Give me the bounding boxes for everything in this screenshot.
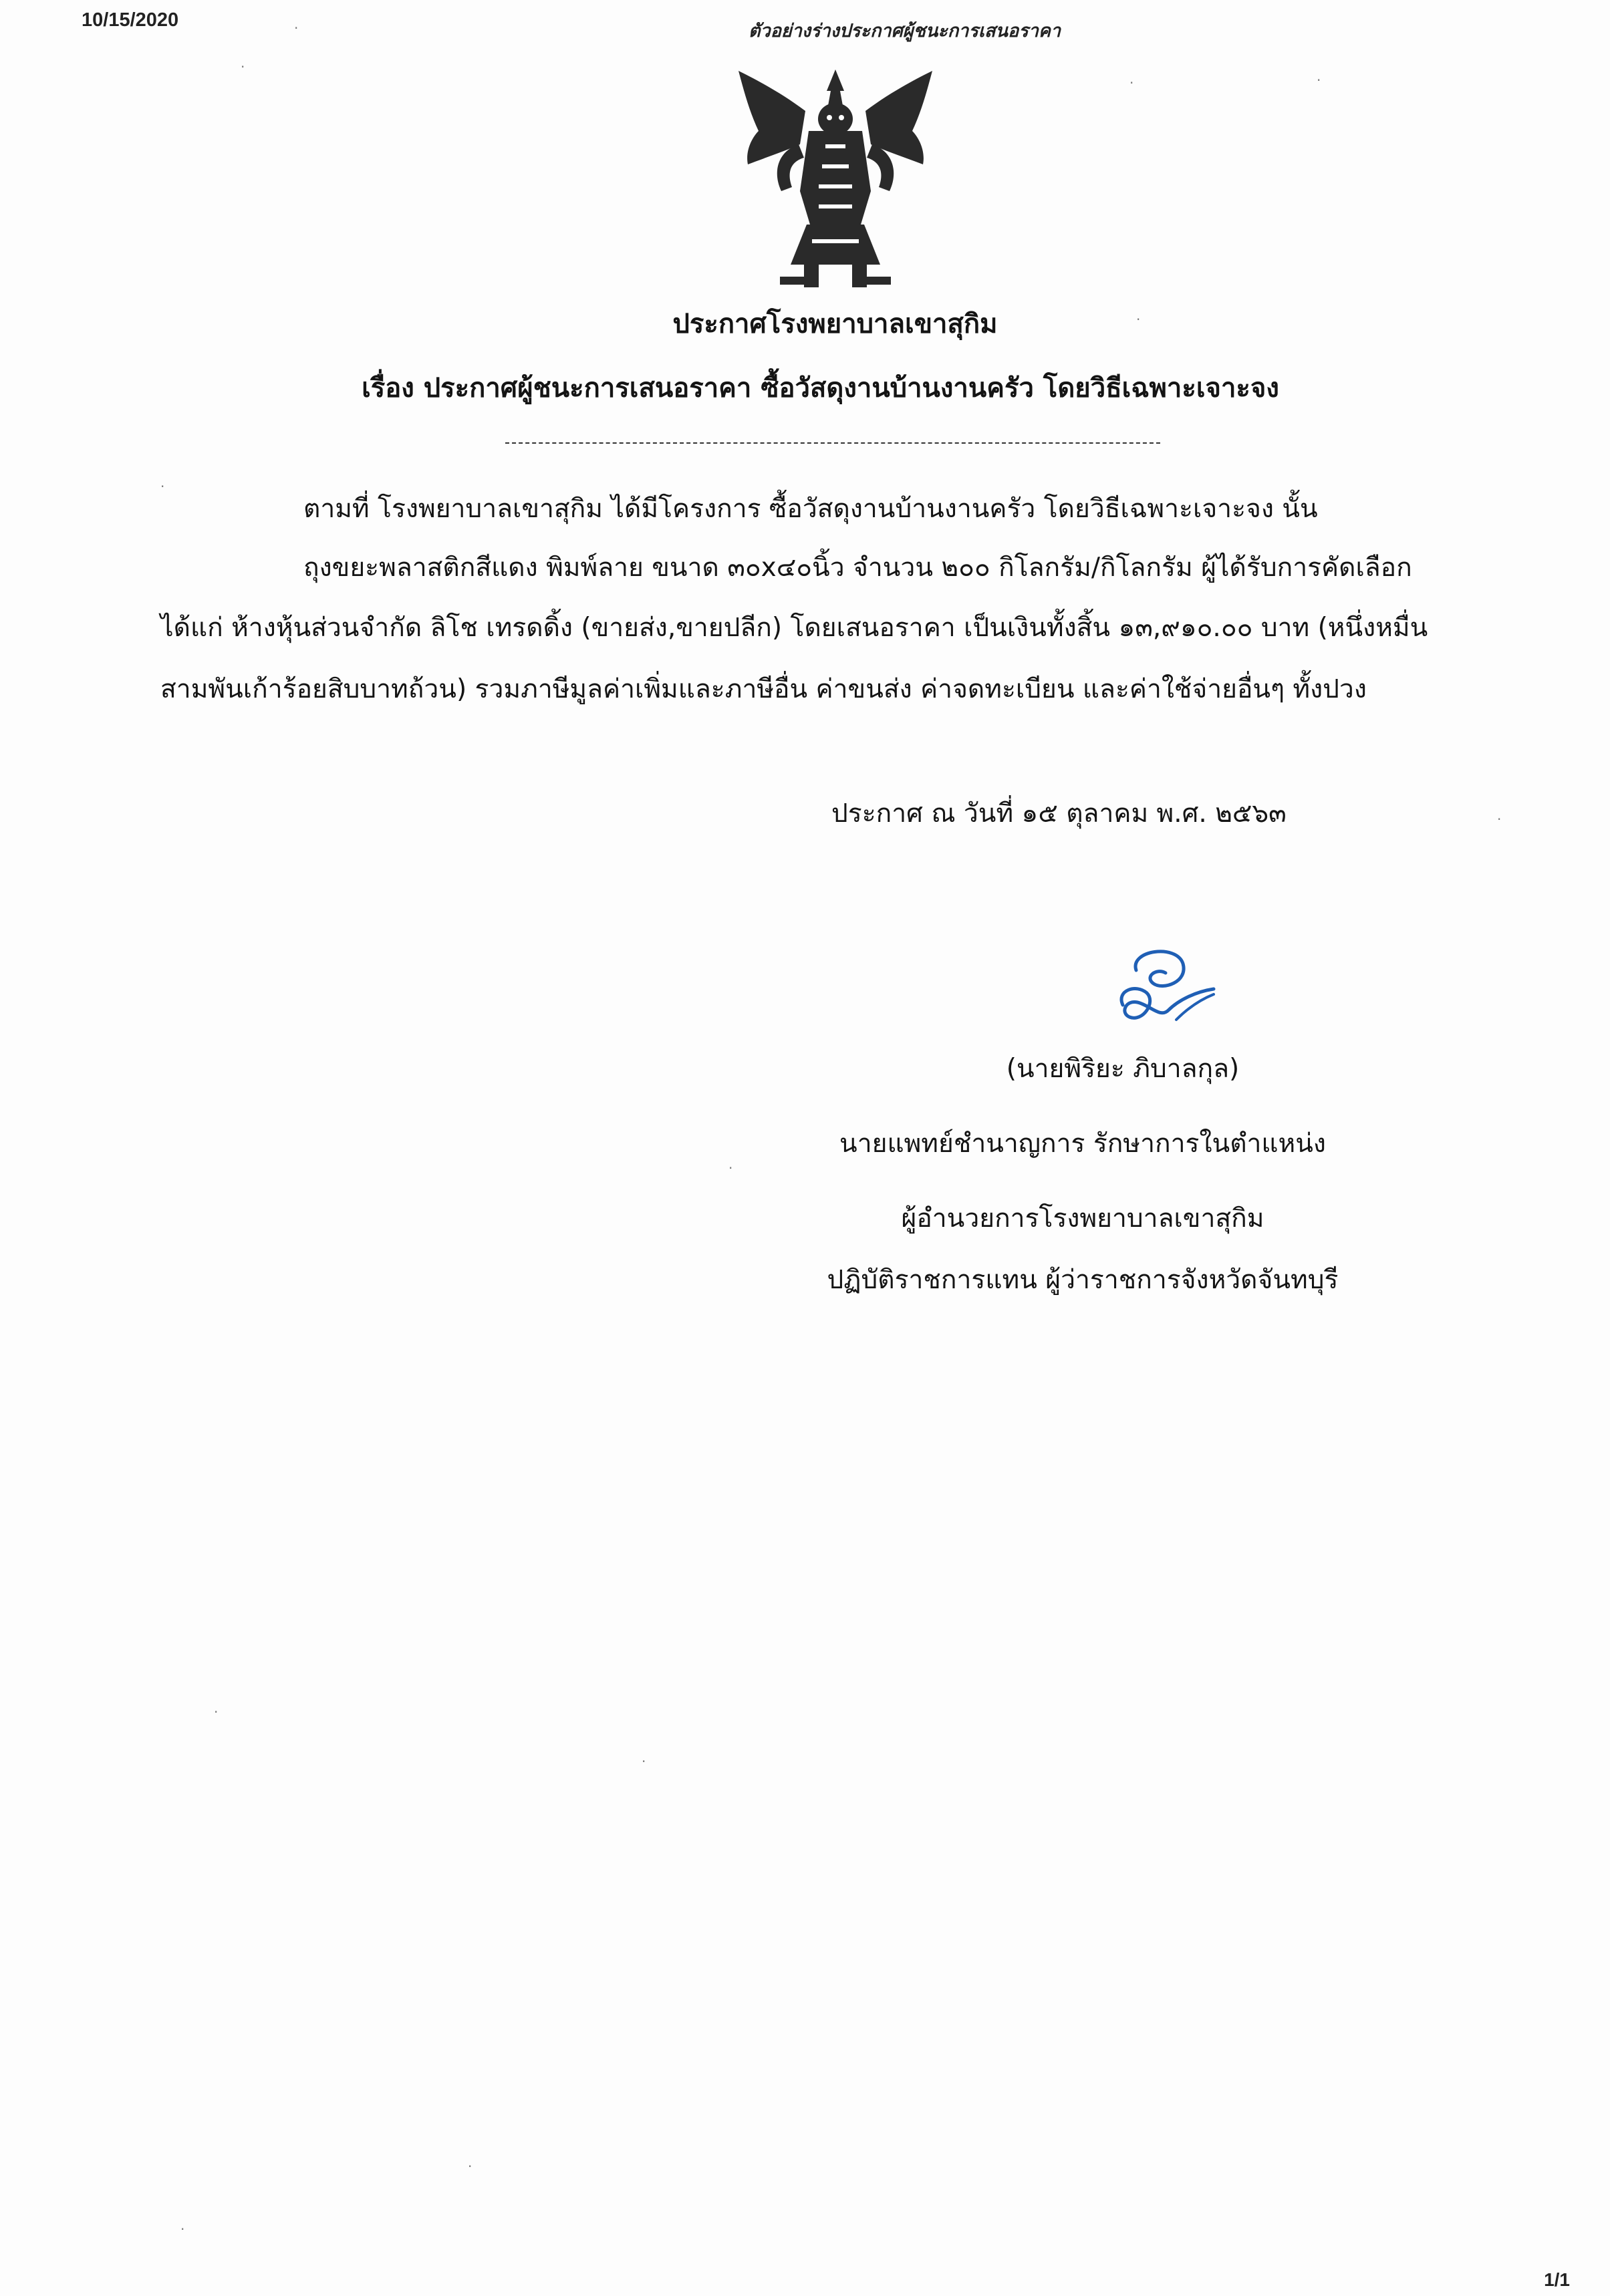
scan-speck: · [468, 2158, 473, 2174]
scan-speck: · [728, 1160, 733, 1176]
signature-icon [1096, 944, 1223, 1037]
announcement-subject: เรื่อง ประกาศผู้ชนะการเสนอราคา ซื้อวัสดุงานบ้านงานครัว โดยวิธีเฉพาะเจาะจง [362, 373, 1279, 404]
body-paragraph-line: ได้แก่ ห้างหุ้นส่วนจำกัด ลิโช เทรดดิ้ง (ขายส่ง,ขายปลีก) โดยเสนอราคา เป็นเงินทั้งสิ้น ๑๓,๙๑๐.๐๐ บาท (หนึ่งหมื่น [160, 613, 1428, 643]
scan-speck: · [214, 1704, 219, 1720]
signatory-position: ปฏิบัติราชการแทน ผู้ว่าราชการจังหวัดจันทบุรี [827, 1265, 1339, 1295]
scan-speck: · [1317, 72, 1321, 88]
announcement-date: ประกาศ ณ วันที่ ๑๕ ตุลาคม พ.ศ. ๒๕๖๓ [831, 799, 1287, 829]
scan-speck: · [180, 2221, 185, 2237]
divider [505, 442, 1160, 444]
print-date: 10/15/2020 [82, 9, 179, 31]
body-paragraph-line: ถุงขยะพลาสติกสีแดง พิมพ์ลาย ขนาด ๓๐x๔๐นิ้ว จำนวน ๒๐๐ กิโลกรัม/กิโลกรัม ผู้ได้รับการคัดเลือก [303, 553, 1412, 583]
scan-speck: · [642, 1753, 646, 1769]
scan-speck: · [1497, 811, 1502, 827]
announcement-heading: ประกาศโรงพยาบาลเขาสุกิม [672, 309, 998, 339]
document-label: ตัวอย่างร่างประกาศผู้ชนะการเสนอราคา [749, 21, 1061, 41]
signatory-position: ผู้อำนวยการโรงพยาบาลเขาสุกิม [901, 1203, 1264, 1234]
scan-speck: · [1136, 311, 1141, 327]
body-paragraph-line: ตามที่ โรงพยาบาลเขาสุกิม ได้มีโครงการ ซื้อวัสดุงานบ้านงานครัว โดยวิธีเฉพาะเจาะจง นั้น [303, 494, 1318, 524]
garuda-emblem-icon [725, 64, 946, 291]
scan-speck: · [241, 59, 245, 75]
signatory-name: (นายพิริยะ ภิบาลกุล) [1006, 1054, 1240, 1084]
scan-speck: · [294, 20, 299, 36]
scan-speck: · [1129, 75, 1134, 91]
signatory-position: นายแพทย์ชำนาญการ รักษาการในตำแหน่ง [839, 1129, 1326, 1159]
body-paragraph-line: สามพันเก้าร้อยสิบบาทถ้วน) รวมภาษีมูลค่าเพิ่มและภาษีอื่น ค่าขนส่ง ค่าจดทะเบียน และค่าใช้จ่ายอื่นๆ ทั้งปวง [160, 674, 1367, 704]
page-number: 1/1 [1544, 2269, 1570, 2290]
scan-speck: · [160, 478, 165, 494]
